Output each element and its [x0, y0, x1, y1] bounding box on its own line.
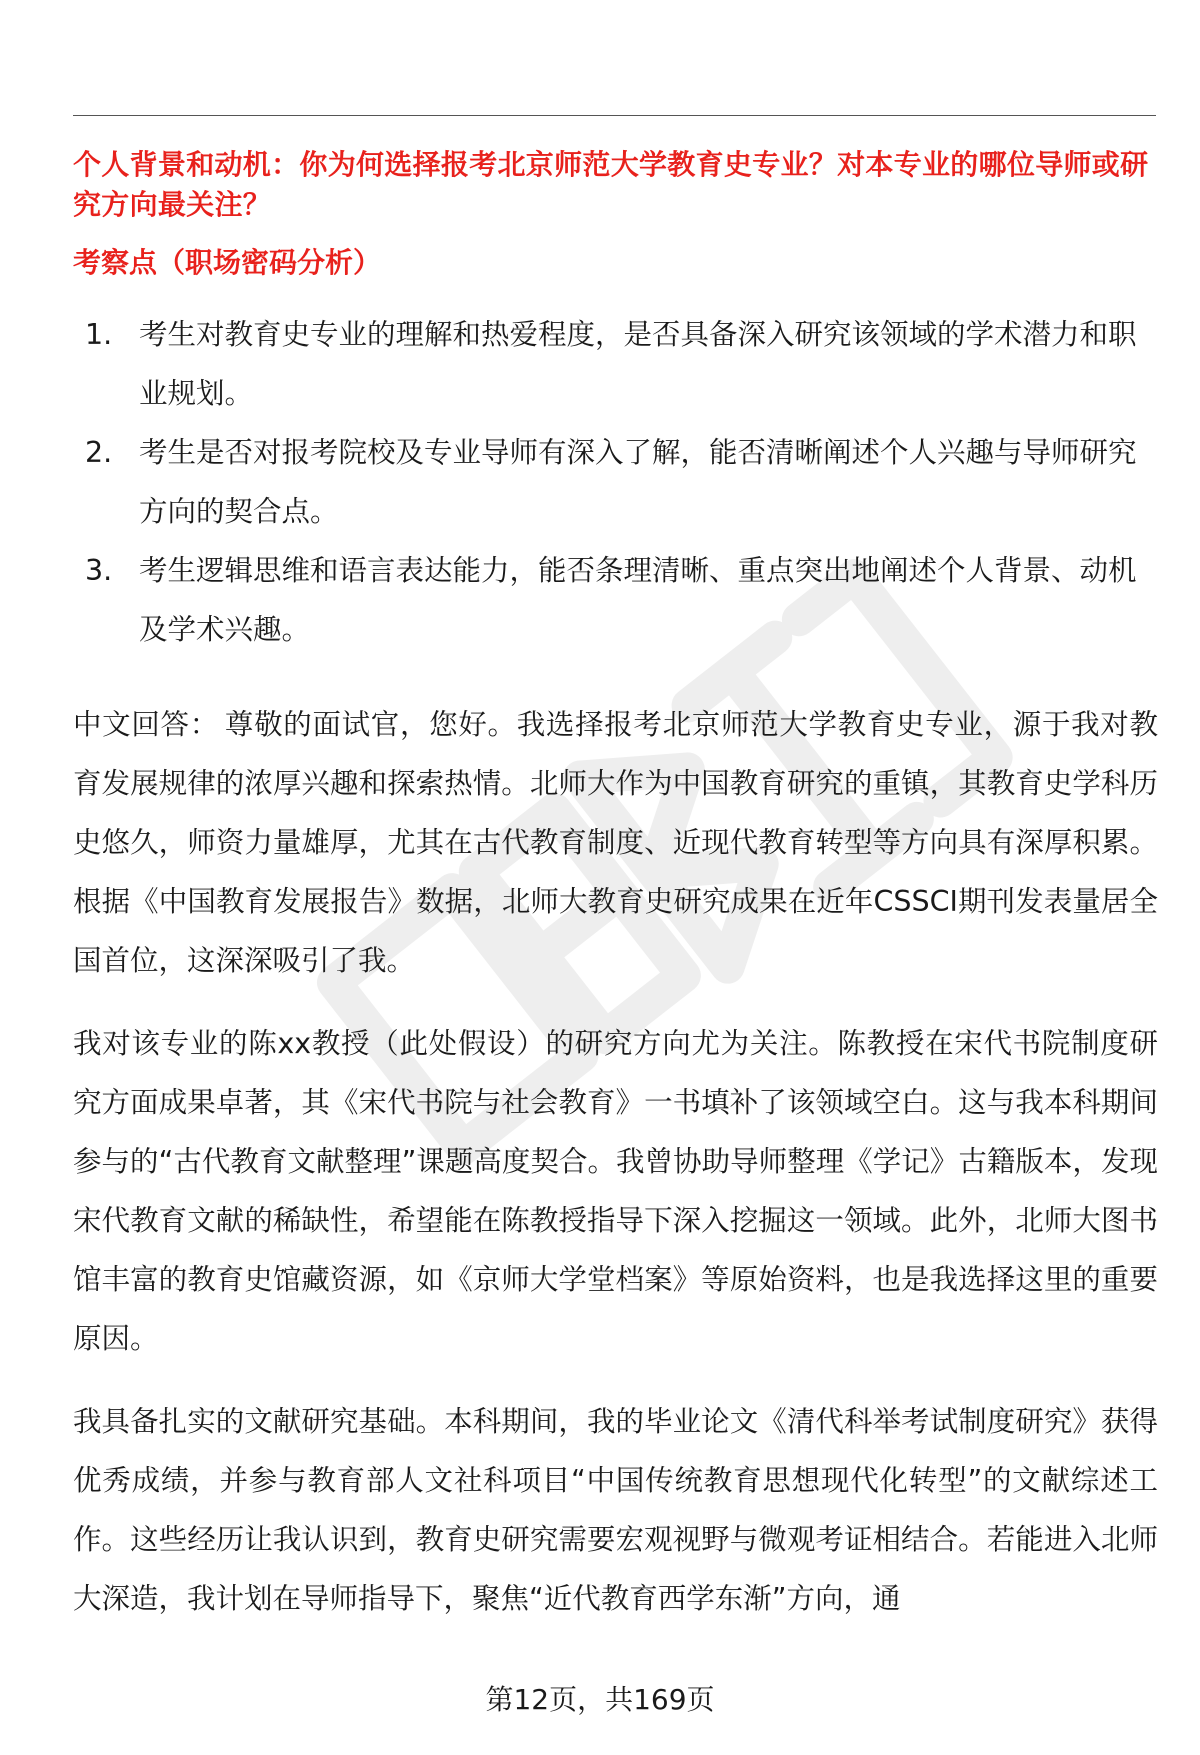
header-rule: [73, 115, 1156, 116]
document-body: [73, 145, 1158, 1628]
answer-paragraph-text: 尊敬的面试官，您好。我选择报考北京师范大学教育史专业，源于我对教育发展规律的浓厚兴趣和探索热情。北师大作为中国教育研究的重镇，其教育史学科历史悠久，师资力量雄厚，尤其在古代教育制度、近现代教育转型等方向具有深厚积累。根据《中国教育发展报告》数据，北师大教育史研究成果在近年CSSCI期刊发表量居全国首位，这深深吸引了我。: [73, 708, 1158, 977]
list-item-number: 1.: [85, 318, 113, 351]
answer-paragraph: 我具备扎实的文献研究基础。本科期间，我的毕业论文《清代科举考试制度研究》获得优秀成绩，并参与教育部人文社科项目“中国传统教育思想现代化转型”的文献综述工作。这些经历让我认识到，教育史研究需要宏观视野与微观考证相结合。若能进入北师大深造，我计划在导师指导下，聚焦“近代教育西学东渐”方向，通: [73, 1405, 1158, 1615]
section-title: 考察点（职场密码分析）: [73, 246, 382, 279]
evaluation-points-list: [73, 305, 1158, 659]
list-item-text: 考生逻辑思维和语言表达能力，能否条理清晰、重点突出地阐述个人背景、动机及学术兴趣。: [139, 554, 1137, 646]
answer-paragraph: [73, 695, 1158, 990]
page-number-footer: 第12页，共169页: [485, 1683, 715, 1716]
answer-label: 中文回答：: [73, 708, 219, 741]
list-item: [73, 423, 1158, 541]
list-item-text: 考生是否对报考院校及专业导师有深入了解，能否清晰阐述个人兴趣与导师研究方向的契合点。: [139, 436, 1137, 528]
answer-paragraph: 我对该专业的陈xx教授（此处假设）的研究方向尤为关注。陈教授在宋代书院制度研究方面成果卓著，其《宋代书院与社会教育》一书填补了该领域空白。这与我本科期间参与的“古代教育文献整理”课题高度契合。我曾协助导师整理《学记》古籍版本，发现宋代教育文献的稀缺性，希望能在陈教授指导下深入挖掘这一领域。此外，北师大图书馆丰富的教育史馆藏资源，如《京师大学堂档案》等原始资料，也是我选择这里的重要原因。: [73, 1027, 1158, 1355]
list-item: [73, 305, 1158, 423]
list-item-number: 2.: [85, 436, 113, 469]
question-heading: 个人背景和动机：你为何选择报考北京师范大学教育史专业？对本专业的哪位导师或研究方向最关注？: [73, 148, 1149, 221]
list-item-number: 3.: [85, 554, 113, 587]
list-item: [73, 541, 1158, 659]
list-item-text: 考生对教育史专业的理解和热爱程度，是否具备深入研究该领域的学术潜力和职业规划。: [139, 318, 1137, 410]
